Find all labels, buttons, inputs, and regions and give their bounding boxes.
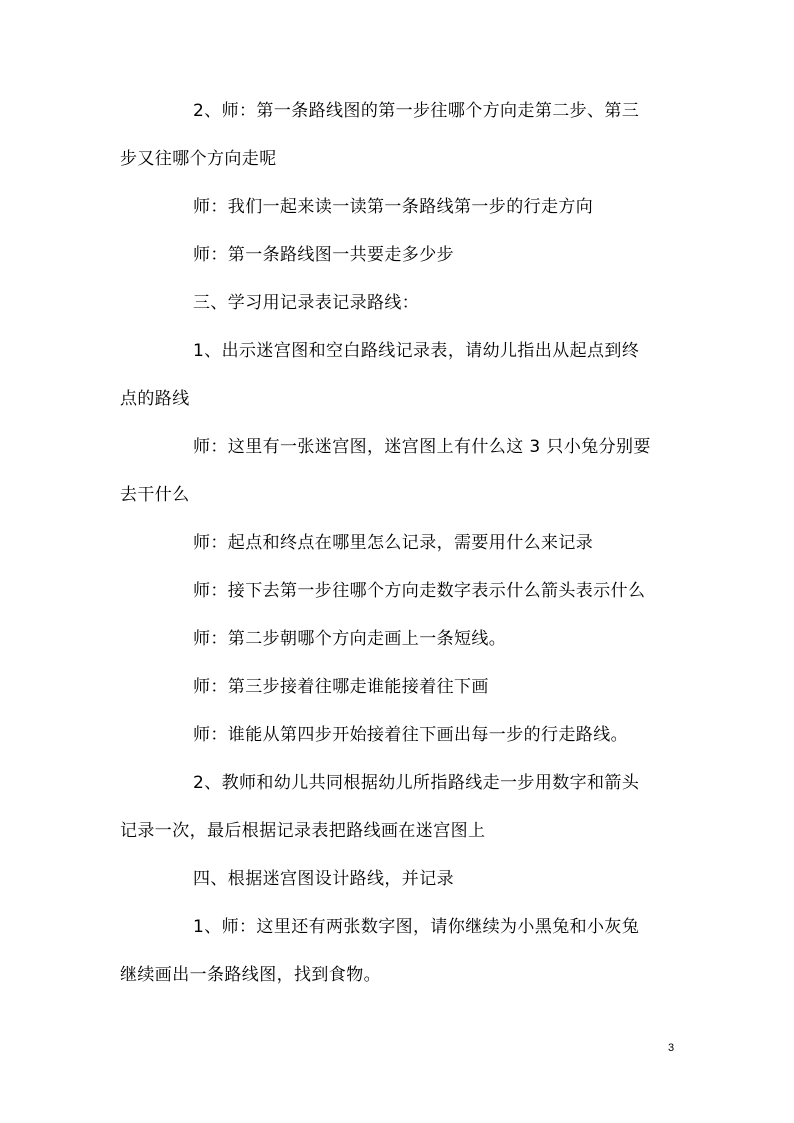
text-line: 2、师：第一条路线图的第一步往哪个方向走第二步、第三 bbox=[193, 101, 640, 121]
text-line: 师：第二步朝哪个方向走画上一条短线。 bbox=[193, 629, 507, 649]
section-heading: 三、学习用记录表记录路线： bbox=[193, 293, 420, 313]
text-line: 继续画出一条路线图，找到食物。 bbox=[120, 965, 381, 985]
text-line: 师：我们一起来读一读第一条路线第一步的行走方向 bbox=[193, 197, 594, 217]
text-line: 师：接下去第一步往哪个方向走数字表示什么箭头表示什么 bbox=[193, 581, 646, 601]
page-number: 3 bbox=[668, 1042, 675, 1054]
text-line: 师：第一条路线图一共要走多少步 bbox=[193, 245, 454, 265]
text-line: 2、教师和幼儿共同根据幼儿所指路线走一步用数字和箭头 bbox=[193, 773, 640, 793]
text-line: 步又往哪个方向走呢 bbox=[120, 149, 277, 169]
text-line: 记录一次，最后根据记录表把路线画在迷宫图上 bbox=[120, 821, 486, 841]
text-line: 师：第三步接着往哪走谁能接着往下画 bbox=[193, 677, 489, 697]
text-line: 师：谁能从第四步开始接着往下画出每一步的行走路线。 bbox=[193, 725, 628, 745]
text-line: 去干什么 bbox=[120, 485, 190, 505]
text-line: 点的路线 bbox=[120, 389, 190, 409]
text-line: 1、师：这里还有两张数字图，请你继续为小黑兔和小灰兔 bbox=[193, 917, 640, 937]
section-heading: 四、根据迷宫图设计路线，并记录 bbox=[193, 869, 454, 889]
text-line: 师：起点和终点在哪里怎么记录，需要用什么来记录 bbox=[193, 533, 594, 553]
text-line: 师：这里有一张迷宫图，迷宫图上有什么这 3 只小兔分别要 bbox=[193, 437, 651, 457]
text-line: 1、出示迷宫图和空白路线记录表，请幼儿指出从起点到终 bbox=[193, 341, 640, 361]
